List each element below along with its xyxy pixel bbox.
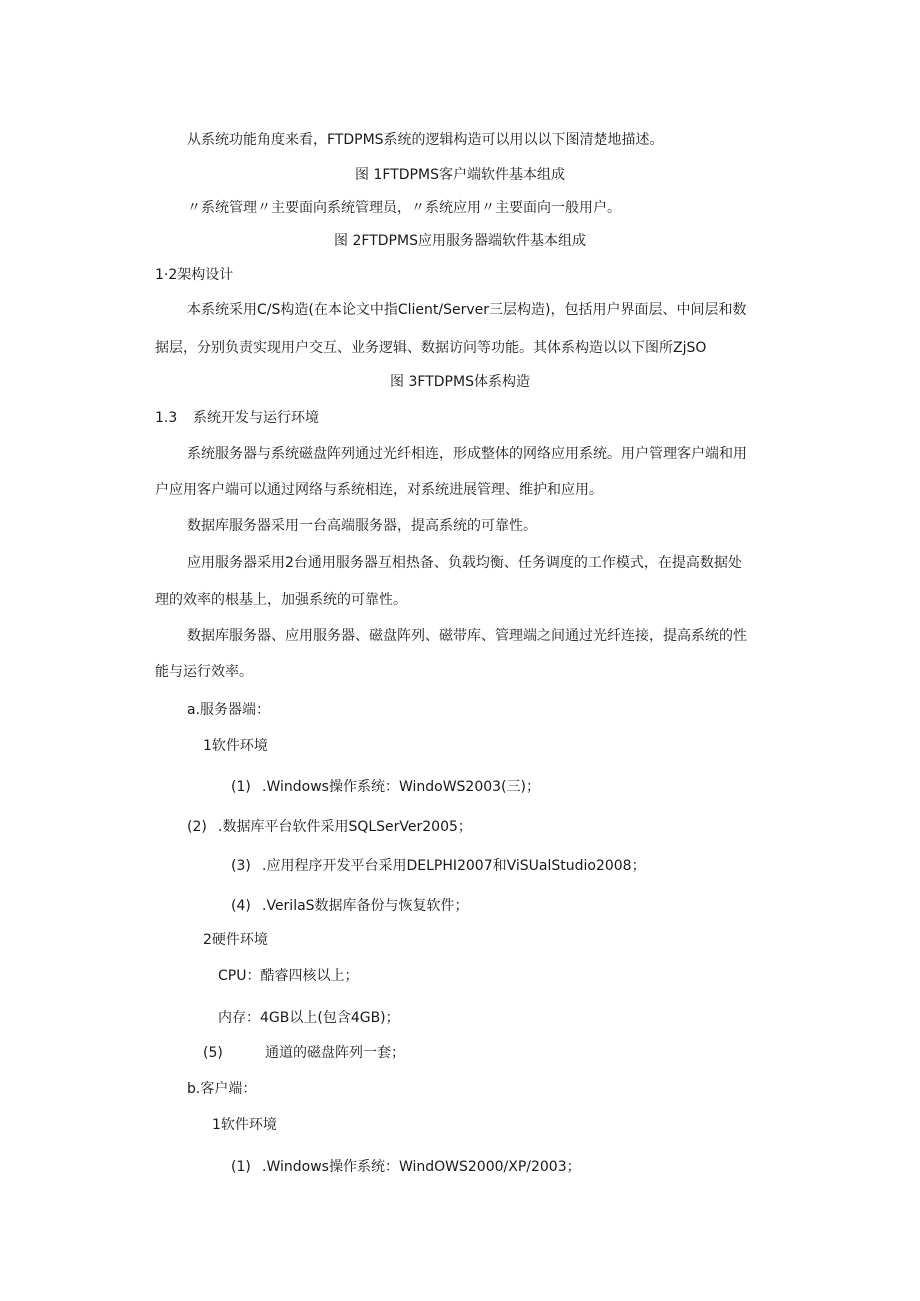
paragraph: 系统服务器与系统磁盘阵列通过光纤相连，形成整体的网络应用系统。用户管理客户端和用 [187,446,747,462]
list-item: .应用程序开发平台采用DELPHI2007和ViSUalStudio2008； [262,858,646,874]
paragraph: 数据库服务器、应用服务器、磁盘阵列、磁带库、管理端之间通过光纤连接，提高系统的性 [187,628,747,644]
list-number: (1) [231,1159,251,1175]
paragraph: 户应用客户端可以通过网络与系统相连，对系统进展管理、维护和应用。 [155,482,603,498]
list-item: 通道的磁盘阵列一套； [265,1045,405,1061]
paragraph: 数据库服务器采用一台高端服务器，提高系统的可靠性。 [187,518,537,534]
paragraph: 应用服务器采用2台通用服务器互相热备、负载均衡、任务调度的工作模式，在提高数据处 [187,555,742,571]
paragraph: 理的效率的根基上，加强系统的可靠性。 [155,592,407,608]
list-number: (2) [187,819,207,835]
list-number: (5) [203,1045,223,1061]
list-number: (4) [231,898,251,914]
paragraph: 从系统功能角度来看，FTDPMS系统的逻辑构造可以用以以下图清楚地描述。 [187,132,664,148]
paragraph: 本系统采用C/S构造(在本论文中指Client/Server三层构造)，包括用户界面层、中间层和数 [187,302,747,318]
paragraph: 能与运行效率。 [155,664,253,680]
section-heading: 系统开发与运行环境 [193,410,319,426]
list-item: .Windows操作系统：WindoWS2003(三)； [262,779,540,795]
list-heading: a.服务器端： [187,702,271,718]
list-item: .数据库平台软件采用SQLSerVer2005； [218,819,472,835]
list-number: (3) [231,858,251,874]
list-subheading: 2硬件环境 [203,932,268,948]
figure-caption: 图 1FTDPMS客户端软件基本组成 [355,167,565,183]
list-heading: b.客户端： [187,1081,257,1097]
list-item: CPU：酷睿四核以上； [218,968,359,984]
list-subheading: 1软件环境 [212,1117,277,1133]
list-item: .Windows操作系统：WindOWS2000/XP/2003； [262,1159,581,1175]
list-number: (1) [231,779,251,795]
list-item: 内存：4GB以上(包含4GB)； [218,1010,400,1026]
figure-caption: 图 2FTDPMS应用服务器端软件基本组成 [334,233,586,249]
paragraph: 〃系统管理〃主要面向系统管理员，〃系统应用〃主要面向一般用户。 [187,200,621,216]
section-number: 1.3 [155,410,178,426]
list-subheading: 1软件环境 [203,738,268,754]
section-heading: 1·2架构设计 [155,267,234,283]
paragraph: 据层，分别负责实现用户交互、业务逻辑、数据访问等功能。其体系构造以以下图所ZjSO [155,340,707,356]
list-item: .VerilaS数据库备份与恢复软件； [262,898,469,914]
figure-caption: 图 3FTDPMS体系构造 [390,374,530,390]
